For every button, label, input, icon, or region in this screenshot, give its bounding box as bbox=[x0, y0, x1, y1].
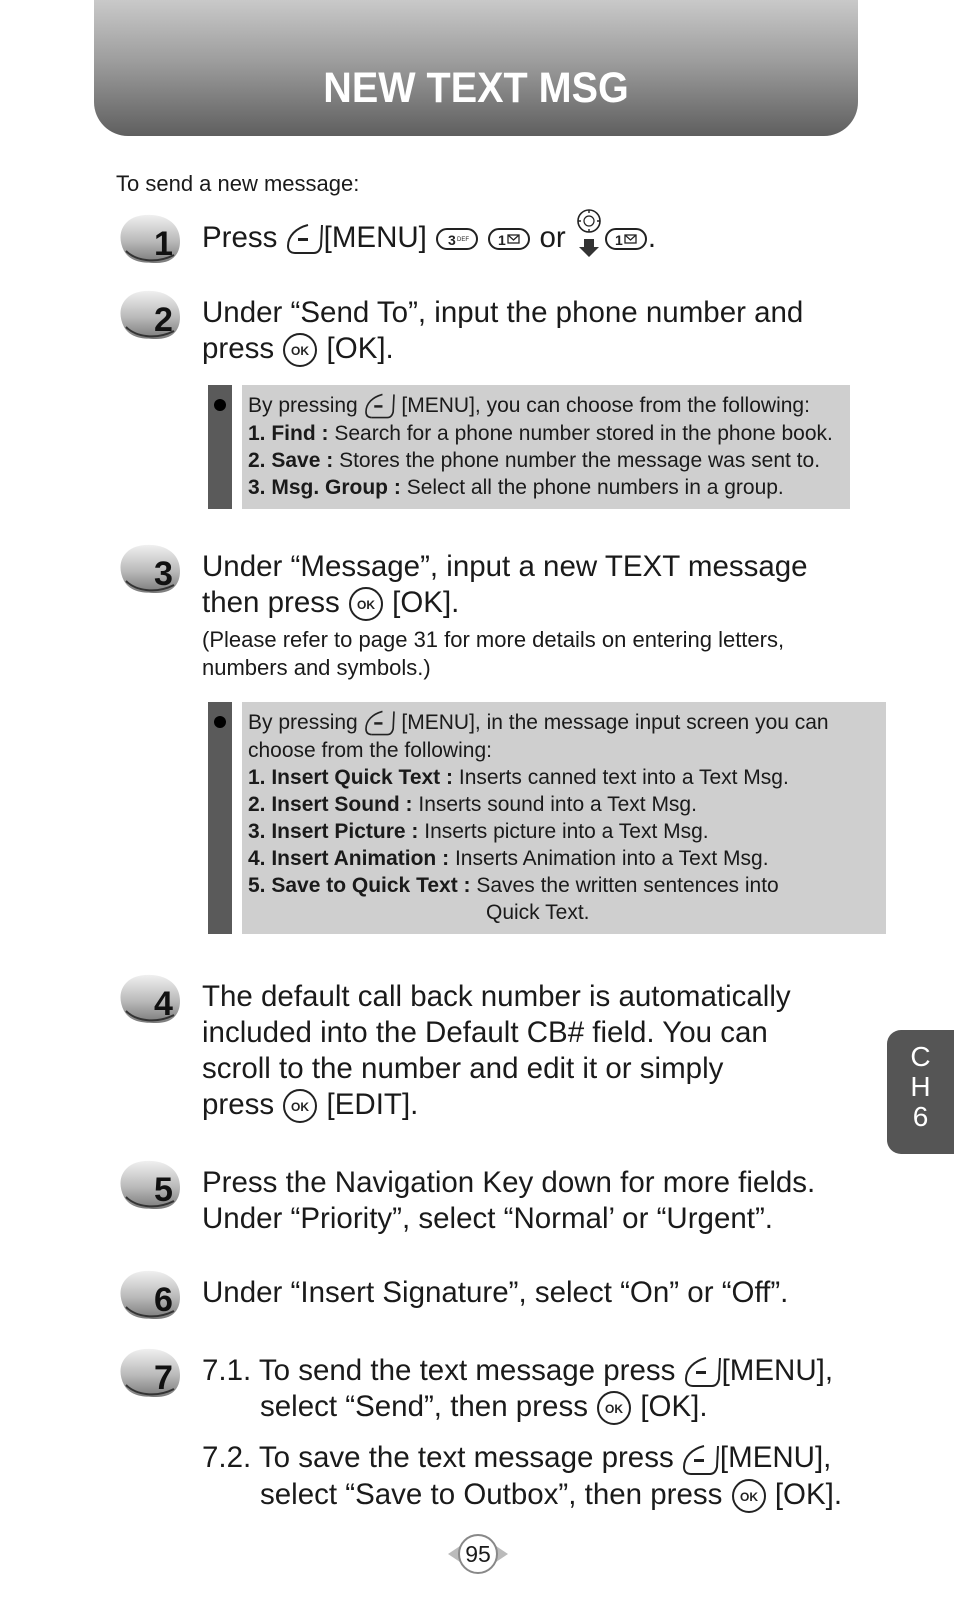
bullet bbox=[214, 716, 226, 728]
ok-key-icon bbox=[348, 586, 384, 622]
left-softkey-icon bbox=[364, 709, 396, 737]
step-number: 7 bbox=[154, 1359, 173, 1397]
step-number: 1 bbox=[154, 225, 173, 263]
step-text: 7.1. To send the text message press [MENU], select “Send”, then press [OK]. 7.2. To save the text message press [MENU], select “Save to Outbox”, then press [OK]. bbox=[202, 1353, 842, 1514]
ok-key-icon bbox=[731, 1478, 767, 1514]
step-number: 4 bbox=[154, 985, 173, 1023]
list-item: 2. Insert Sound : Inserts sound into a Text Msg. bbox=[248, 793, 697, 817]
navigation-down-icon bbox=[574, 207, 604, 259]
step-text: Under “Message”, input a new TEXT message then press [OK]. (Please refer to page 31 for more details on entering letters, numbers and symbols.) bbox=[202, 550, 808, 681]
step-text: Press the Navigation Key down for more fields. Under “Priority”, select “Normal’ or “Urgent”. bbox=[202, 1166, 816, 1235]
left-softkey-icon bbox=[684, 1355, 722, 1389]
note-send-to-options: By pressing [MENU], you can choose from the following: 1. Find : Search for a phone number stored in the phone book. 2. Save : Stores the phone number the message was sent to. 3. Msg. Group : Select all the phone numbers in a group. bbox=[208, 385, 850, 509]
note-message-options: By pressing [MENU], in the message input screen you can choose from the following: 1. Insert Quick Text : Inserts canned text into a Text Msg. 2. Insert Sound : Inserts sound into a Text Msg. 3. Insert Picture : Inserts picture into a Text Msg. 4. Insert Animation : Inserts Animation into a Text Msg. 5. Save to Quick Text : Saves the written sentences into Quick Text. bbox=[208, 702, 886, 934]
list-item: 5. Save to Quick Text : Saves the written sentences into bbox=[248, 874, 779, 898]
chapter-tab: C H 6 bbox=[887, 1030, 954, 1154]
list-item: 3. Msg. Group : Select all the phone numbers in a group. bbox=[248, 476, 784, 500]
bullet bbox=[214, 399, 226, 411]
step-text: Under “Send To”, input the phone number and press [OK]. bbox=[202, 295, 803, 368]
page-number: 95 bbox=[446, 1532, 510, 1576]
page-header bbox=[94, 0, 858, 136]
intro-text: To send a new message: bbox=[116, 171, 360, 196]
page-title: NEW TEXT MSG bbox=[323, 64, 629, 112]
list-item: 3. Insert Picture : Inserts picture into a Text Msg. bbox=[248, 820, 709, 844]
step-text: Under “Insert Signature”, select “On” or “Off”. bbox=[202, 1276, 789, 1309]
ok-key-icon bbox=[282, 332, 318, 368]
ok-key-icon bbox=[282, 1088, 318, 1124]
left-softkey-icon bbox=[286, 222, 324, 256]
step-number: 5 bbox=[154, 1171, 173, 1209]
list-item: 1. Insert Quick Text : Inserts canned text into a Text Msg. bbox=[248, 766, 789, 790]
list-item: 4. Insert Animation : Inserts Animation into a Text Msg. bbox=[248, 847, 769, 871]
left-softkey-icon bbox=[364, 392, 396, 420]
step-number: 6 bbox=[154, 1281, 173, 1319]
left-softkey-icon bbox=[682, 1443, 720, 1477]
key-1-icon bbox=[604, 226, 648, 252]
list-item: 2. Save : Stores the phone number the message was sent to. bbox=[248, 449, 821, 473]
step-number: 2 bbox=[154, 301, 173, 339]
step-text: Press [MENU] or . bbox=[202, 219, 656, 259]
key-1-icon bbox=[487, 226, 531, 252]
ok-key-icon bbox=[596, 1390, 632, 1426]
key-3-icon bbox=[435, 226, 479, 252]
step-number: 3 bbox=[154, 555, 173, 593]
step-text: The default call back number is automatically included into the Default CB# field. You can scroll to the number and edit it or simply press [EDIT]. bbox=[202, 979, 791, 1124]
list-item: 1. Find : Search for a phone number stored in the phone book. bbox=[248, 422, 833, 446]
